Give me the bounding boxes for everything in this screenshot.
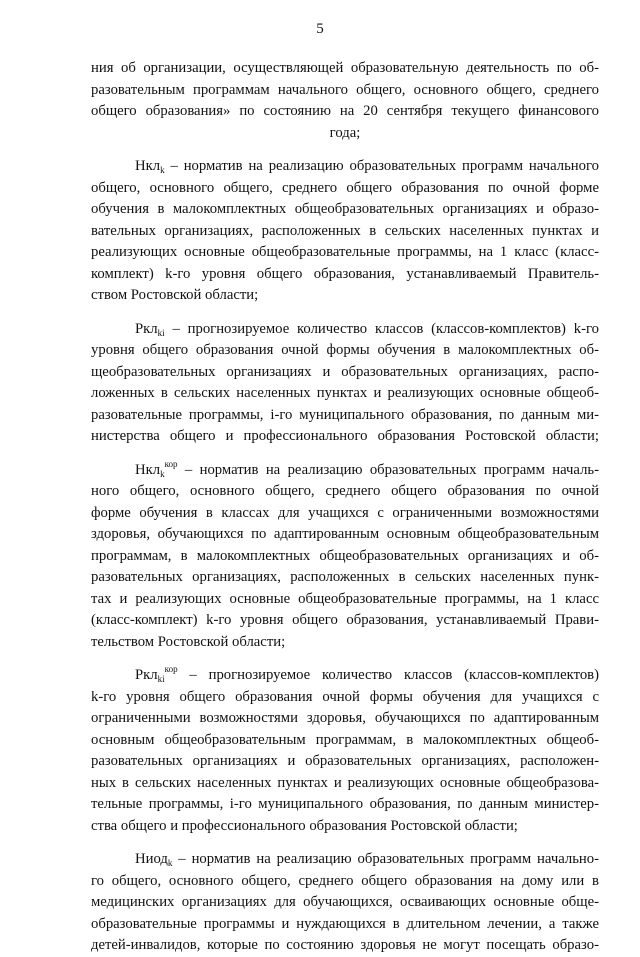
text-line: разовательным программам начального общего, основного общего, среднего xyxy=(91,81,599,98)
symbol-subscript: ki xyxy=(157,327,165,338)
text-line: (класс-комплект) k-го уровня общего образования, устанавливаемый Прави- xyxy=(91,612,599,628)
text-line: детей-инвалидов, которые по состоянию здоровья не могут посещать образо- xyxy=(91,937,599,953)
text-line: общего, основного общего, среднего общего образования по очной форме xyxy=(91,179,599,196)
text-line xyxy=(91,156,599,178)
text-line: уровня общего образования очной формы обучения в малокомплектных об- xyxy=(91,342,599,358)
formula-symbol xyxy=(135,667,178,683)
text-line: образовательные программы и нуждающихся в длительном лечении, а также xyxy=(91,915,599,932)
formula-symbol xyxy=(135,851,172,867)
text-line: щеобразовательных организациях и образовательных организациях, распо- xyxy=(91,363,599,380)
text-line: ства общего и профессионального образования Ростовской области; xyxy=(91,817,518,834)
text-line: реализующих основные общеобразовательные программы, на 1 класс (класс- xyxy=(91,244,599,260)
text-line: здоровья, обучающихся по адаптированным основным общеобразовательным xyxy=(91,526,599,542)
paragraph-niod xyxy=(91,849,599,957)
text-line: медицинских организациях для обучающихся, осваивающих основные обще- xyxy=(91,894,599,910)
text-line: обучения в малокомплектных общеобразовательных организациях и образо- xyxy=(91,201,599,217)
text-line: ограниченными возможностями здоровья, обучающихся по адаптированным xyxy=(91,710,599,726)
paragraph-rkl-kor xyxy=(91,665,599,837)
page-number: 5 xyxy=(316,21,324,37)
symbol-superscript: кор xyxy=(164,459,178,469)
text-line-content: – норматив на реализацию образовательных программ началь- xyxy=(177,461,599,478)
text-line: общего образования» по состоянию на 20 сентября текущего финансового xyxy=(91,103,599,119)
text-line: ных в сельских населенных пунктах и реализующих основные общеобразова- xyxy=(91,774,599,791)
symbol-base: Нкл xyxy=(135,158,161,174)
symbol-base: Ркл xyxy=(135,320,158,337)
document-body xyxy=(91,58,599,957)
text-line xyxy=(91,319,599,341)
paragraph-rkl xyxy=(91,319,599,448)
text-line: комплект) k-го уровня общего образования, устанавливаемый Правитель- xyxy=(91,265,599,282)
text-line: k-го уровня общего образования очной формы обучения для учащихся с xyxy=(91,688,599,705)
text-line: программам, в малокомплектных общеобразовательных организациях и об- xyxy=(91,547,599,564)
text-line: ного общего, основного общего, среднего общего образования по очной xyxy=(91,483,599,499)
text-line xyxy=(91,849,599,871)
symbol-subscript: ki xyxy=(157,674,165,684)
symbol-base: Ниод xyxy=(135,851,168,867)
formula-symbol xyxy=(135,459,178,479)
symbol-subscript: k xyxy=(160,165,165,175)
text-line: ством Ростовской области; xyxy=(91,287,259,303)
text-line: тельством Ростовской области; xyxy=(91,633,286,650)
text-line: форме обучения в классах для учащихся с ограниченными возможностями xyxy=(91,504,599,521)
paragraph-nkl xyxy=(91,156,599,307)
text-line-content: – прогнозируемое количество классов (классов-комплектов) xyxy=(177,667,599,683)
text-line xyxy=(91,460,599,482)
text-line xyxy=(91,665,599,687)
text-line: ния об организации, осуществляющей образовательную деятельность по об- xyxy=(91,60,599,76)
symbol-base: Нкл xyxy=(135,461,161,478)
symbol-subscript: k xyxy=(160,468,165,479)
paragraph-nkl-kor xyxy=(91,460,599,654)
symbol-superscript: кор xyxy=(164,665,178,674)
text-line: основным общеобразовательным программам, в малокомплектных общеоб- xyxy=(91,731,599,748)
text-line-content: – норматив на реализацию образовательных программ начально- xyxy=(172,851,599,867)
text-line: разовательных организациях, расположенных в сельских населенных пунк- xyxy=(91,569,599,585)
text-line: го общего, основного общего, среднего общего образования на дому или в xyxy=(91,872,599,889)
formula-symbol xyxy=(135,321,165,337)
formula-symbol xyxy=(135,158,165,174)
text-line-content: – прогнозируемое количество классов (классов-комплектов) k-го xyxy=(164,320,599,337)
text-line-content: – норматив на реализацию образовательных программ начального xyxy=(164,158,599,174)
text-line: тельные программы, i-го муниципального образования, по данным министер- xyxy=(91,796,599,812)
symbol-subscript: k xyxy=(167,858,173,868)
text-line: разовательные программы, i-го муниципального образования, по данным ми- xyxy=(91,406,599,423)
text-line: ложенных в сельских населенных пунктах и реализующих основные общеоб- xyxy=(91,385,599,401)
text-line: разовательных организациях и образовательных организациях, расположен- xyxy=(91,753,599,769)
text-line: вательных организациях, расположенных в сельских населенных пунктах и xyxy=(91,222,599,239)
text-line: нистерства общего и профессионального образования Ростовской области; xyxy=(91,428,599,444)
text-line: тах и реализующих основные общеобразовательные программы, на 1 класс xyxy=(91,590,599,607)
symbol-base: Ркл xyxy=(135,667,158,683)
text-line: года; xyxy=(329,124,361,141)
paragraph-continuation xyxy=(91,58,599,144)
